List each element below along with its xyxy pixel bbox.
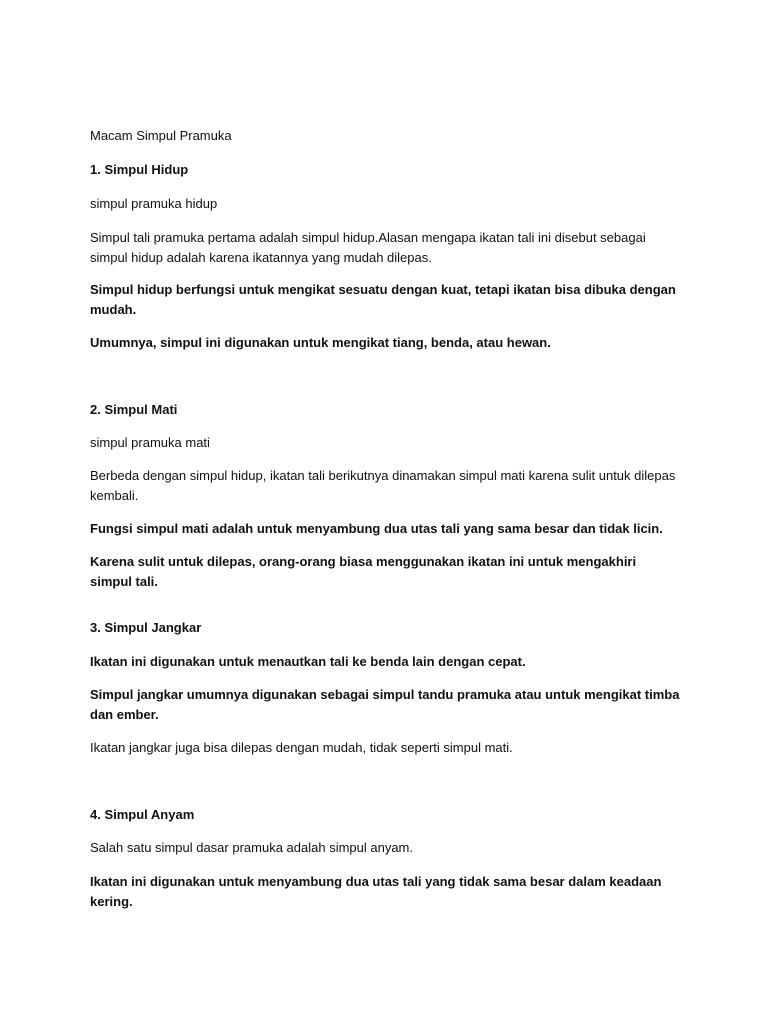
section-heading-simpul-mati: 2. Simpul Mati [90,402,178,417]
section-heading-simpul-anyam: 4. Simpul Anyam [90,807,195,822]
section-heading-simpul-hidup: 1. Simpul Hidup [90,162,189,177]
document-title: Macam Simpul Pramuka [90,128,232,143]
paragraph: Berbeda dengan simpul hidup, ikatan tali berikutnya dinamakan simpul mati karena sulit untuk dilepas kembali. [90,468,676,503]
section-heading-simpul-jangkar: 3. Simpul Jangkar [90,620,202,635]
paragraph: Karena sulit untuk dilepas, orang-orang biasa menggunakan ikatan ini untuk mengakhiri simpul tali. [90,554,637,589]
paragraph: Simpul tali pramuka pertama adalah simpul hidup.Alasan mengapa ikatan tali ini disebut sebagai simpul hidup adalah karena ikatannya yang mudah dilepas. [90,230,646,265]
image-caption-simpul-mati: simpul pramuka mati [90,435,210,450]
paragraph: Simpul jangkar umumnya digunakan sebagai simpul tandu pramuka atau untuk mengikat timba dan ember. [90,687,680,722]
paragraph: Umumnya, simpul ini digunakan untuk mengikat tiang, benda, atau hewan. [90,335,551,350]
paragraph: Salah satu simpul dasar pramuka adalah simpul anyam. [90,840,414,855]
paragraph: Ikatan jangkar juga bisa dilepas dengan mudah, tidak seperti simpul mati. [90,740,513,755]
image-caption-simpul-hidup: simpul pramuka hidup [90,196,218,211]
paragraph: Simpul hidup berfungsi untuk mengikat sesuatu dengan kuat, tetapi ikatan bisa dibuka dengan mudah. [90,282,676,317]
paragraph: Ikatan ini digunakan untuk menyambung dua utas tali yang tidak sama besar dalam keadaan kering. [90,874,662,909]
paragraph: Fungsi simpul mati adalah untuk menyambung dua utas tali yang sama besar dan tidak licin. [90,521,663,536]
paragraph: Ikatan ini digunakan untuk menautkan tali ke benda lain dengan cepat. [90,654,526,669]
